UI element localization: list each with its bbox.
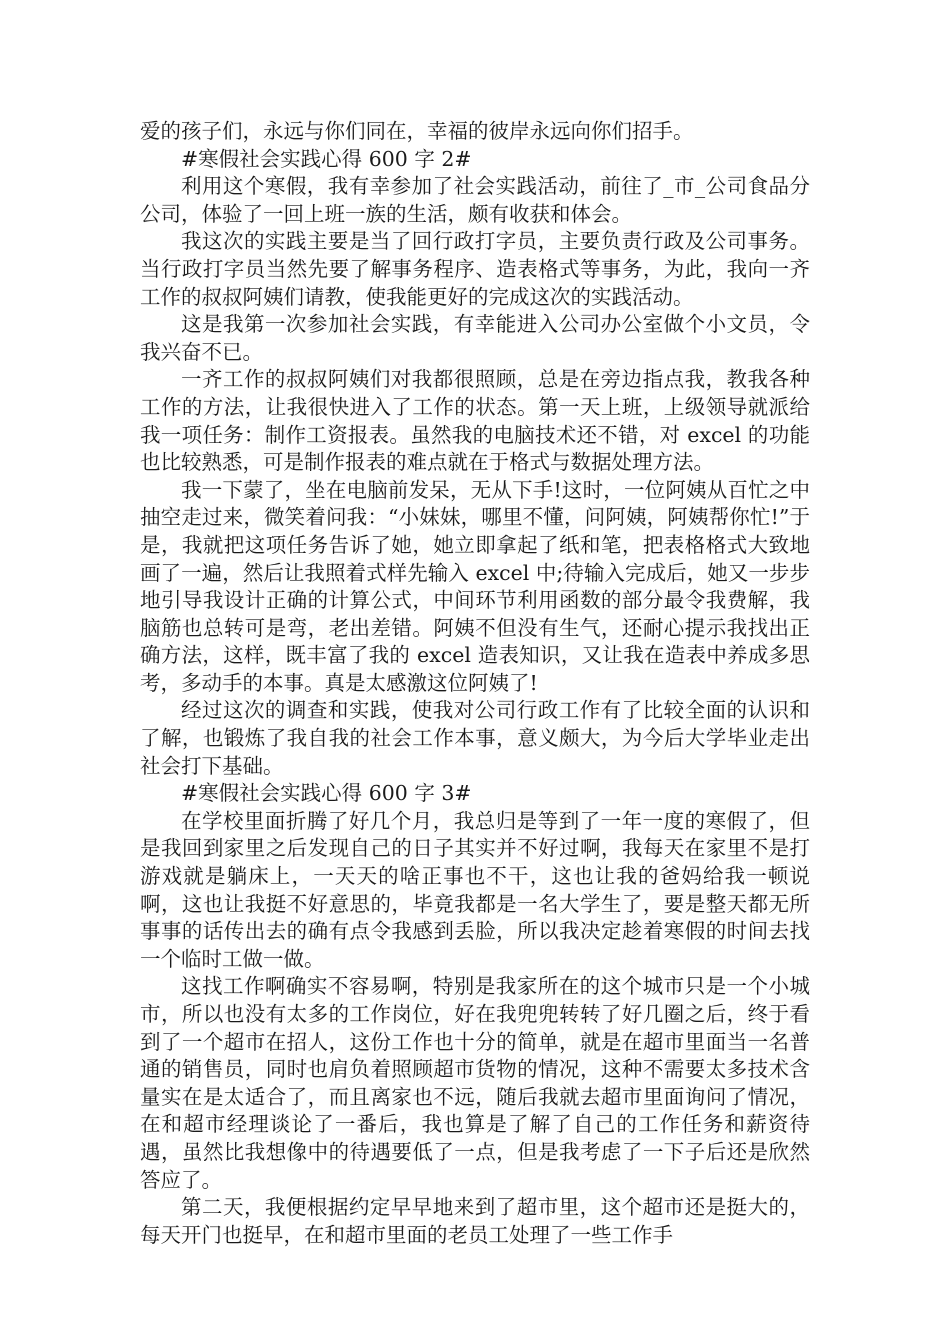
section-3-paragraph-1: 在学校里面折腾了好几个月，我总归是等到了一年一度的寒假了，但是我回到家里之后发现自己的日子其实并不好过啊，我每天在家里不是打游戏就是躺床上，一天天的啥正事也不干，这也让我的爸妈给我一顿说啊，这也让我挺不好意思的，毕竟我都是一名大学生了，要是整天都无所事事的话传出去的确有点令我感到丢脸，所以我决定趁着寒假的时间去找一个临时工做一做。 bbox=[140, 808, 810, 971]
section-2-paragraph-5: 我一下蒙了，坐在电脑前发呆，无从下手!这时，一位阿姨从百忙之中抽空走过来，微笑着问我：“小妹妹，哪里不懂，问阿姨，阿姨帮你忙!”于是，我就把这项任务告诉了她，她立即拿起了纸和笔，把表格格式大致地画了一遍，然后让我照着式样先输入 excel 中;待输入完成后，她又一步步地引导我设计正确的计算公式，中间环节利用函数的部分最令我费解，我脑筋也总转可是弯，老出差错。阿姨不但没有生气，还耐心提示我找出正确方法，这样，既丰富了我的 excel 造表知识，又让我在造表中养成多思考，多动手的本事。真是太感激这位阿姨了! bbox=[140, 477, 810, 695]
section-3-paragraph-3: 第二天，我便根据约定早早地来到了超市里，这个超市还是挺大的，每天开门也挺早，在和超市里面的老员工处理了一些工作手 bbox=[140, 1195, 810, 1247]
section-2-paragraph-1: 利用这个寒假，我有幸参加了社会实践活动，前往了_市_公司食品分公司，体验了一回上班一族的生活，颇有收获和体会。 bbox=[140, 174, 810, 226]
continuation-paragraph: 爱的孩子们，永远与你们同在，幸福的彼岸永远向你们招手。 bbox=[140, 119, 694, 143]
section-3-paragraph-2: 这找工作啊确实不容易啊，特别是我家所在的这个城市只是一个小城市，所以也没有太多的工作岗位，好在我兜兜转转了好几圈之后，终于看到了一个超市在招人，这份工作也十分的简单，就是在超市里面当一名普通的销售员，同时也肩负着照顾超市货物的情况，这种不需要太多技术含量实在是太适合了，而且离家也不远，随后我就去超市里面询问了情况，在和超市经理谈论了一番后，我也算是了解了自己的工作任务和薪资待遇，虽然比我想像中的待遇要低了一点，但是我考虑了一下子后还是欣然答应了。 bbox=[140, 974, 810, 1192]
section-2-paragraph-3: 这是我第一次参加社会实践，有幸能进入公司办公室做个小文员，令我兴奋不已。 bbox=[140, 312, 810, 364]
section-3-heading: #寒假社会实践心得 600 字 3# bbox=[181, 781, 472, 806]
section-2-heading: #寒假社会实践心得 600 字 2# bbox=[181, 146, 472, 171]
section-2-paragraph-6: 经过这次的调查和实践，使我对公司行政工作有了比较全面的认识和了解，也锻炼了我自我的社会工作本事，意义颇大，为今后大学毕业走出社会打下基础。 bbox=[140, 698, 810, 778]
section-2-paragraph-2: 我这次的实践主要是当了回行政打字员，主要负责行政及公司事务。当行政打字员当然先要了解事务程序、造表格式等事务，为此，我向一齐工作的叔叔阿姨们请教，使我能更好的完成这次的实践活动。 bbox=[140, 229, 810, 309]
section-2-paragraph-4: 一齐工作的叔叔阿姨们对我都很照顾，总是在旁边指点我，教我各种工作的方法，让我很快进入了工作的状态。第一天上班，上级领导就派给我一项任务：制作工资报表。虽然我的电脑技术还不错，对 excel 的功能也比较熟悉，可是制作报表的难点就在于格式与数据处理方法。 bbox=[140, 367, 810, 475]
document-body bbox=[140, 118, 810, 1249]
